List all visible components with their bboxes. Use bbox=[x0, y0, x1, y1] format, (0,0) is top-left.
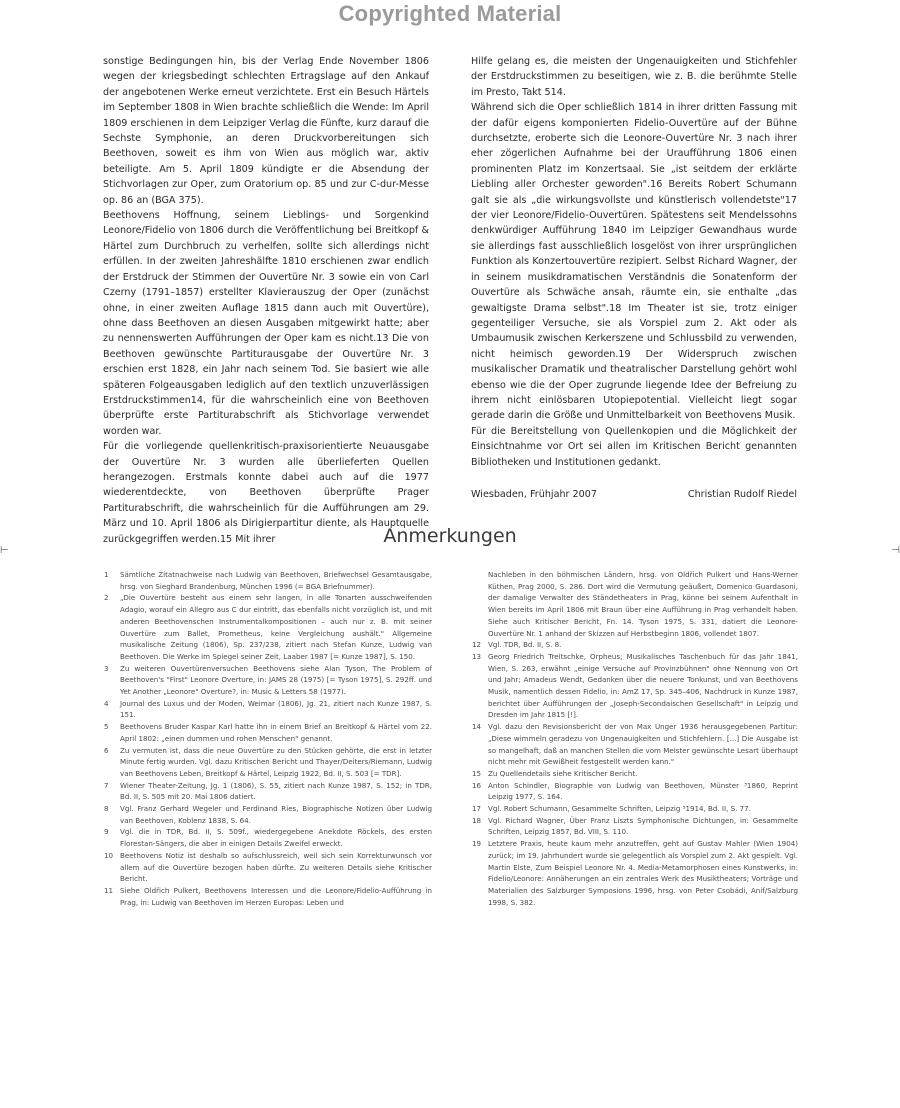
footnote bbox=[104, 721, 432, 744]
signature-line bbox=[471, 487, 797, 502]
footnote bbox=[104, 826, 432, 849]
footnote bbox=[104, 663, 432, 698]
footnote-number: 15 bbox=[472, 768, 482, 778]
crop-mark-left: ⊢ bbox=[0, 545, 9, 556]
footnotes-left-column bbox=[104, 569, 432, 908]
footnote-number: 9 bbox=[104, 827, 109, 837]
footnote-number: 1 bbox=[104, 570, 109, 579]
footnote bbox=[472, 651, 798, 721]
footnote bbox=[104, 850, 432, 885]
footnote-text: Zu Quellendetails siehe Kritischer Bericht. bbox=[488, 768, 638, 778]
footnote-number: 10 bbox=[104, 850, 114, 860]
footnote-number: 5 bbox=[104, 722, 109, 732]
footnote bbox=[472, 721, 798, 768]
paragraph: Hilfe gelang es, die meisten der Ungenauigkeiten und Stichfehler der Erstdruckstimmen zu beseitigen, wie z. B. die berühmte Stelle im Presto, Takt 514. bbox=[471, 56, 797, 98]
footnote-text: Letztere Praxis, heute kaum mehr anzutreffen, geht auf Gustav Mahler (Wien 1904) zurück; im 19. Jahrhundert wurde sie gelegentlich als Vorspiel zum 2. Akt gespielt. Vgl. Martin Elste, Zum Beispiel Leonore Nr. 4. Media-Metamorphosen eines Kunstwerks, in: Fidelio/Leonore: Annäherungen an ein zentrales Werk des Musiktheaters; Vorträge und Materialien des Salzburger Symposions 1996, hrsg. von Peter Csobádi, Anif/Salzburg 1998, S. 382. bbox=[488, 839, 798, 907]
footnote-number: 8 bbox=[104, 804, 109, 814]
copyright-watermark: Copyrighted Material bbox=[338, 1, 562, 26]
footnote-text: Vgl. dazu den Revisionsbericht der von Max Unger 1936 herausgegebenen Partitur: „Diese wimmeln geradezu von Ungenauigkeiten und Stichfehlern. [...] Die Ausgabe ist so mangelhaft, daß an manchen Stellen die vom Meister gewünschte Lesart überhaupt nicht mehr mit Gewißheit festgestellt werden kann." bbox=[488, 722, 798, 767]
paragraph: Für die vorliegende quellenkritisch-praxisorientierte Neuausgabe der Ouvertüre Nr. 3 wurden alle überlieferten Quellen herangezogen. Erstmals konnte dabei auch auf die 1977 wiederentdeckte, von Beethoven überprüfte Prager Partiturabschrift, die wahrscheinlich für die Aufführungen am 29. März und 10. April 1806 als Dirigierpartitur diente, als Hauptquelle zurückgegriffen werden.15 Mit ihrer bbox=[103, 441, 429, 545]
footnote bbox=[104, 885, 432, 908]
paragraph: Beethovens Hoffnung, seinem Lieblings- und Sorgenkind Leonore/Fidelio von 1806 durch die Veröffentlichung bei Breitkopf & Härtel zum Durchbruch zu verhelfen, sollte sich allerdings nicht erfüllen. In der zweiten Jahreshälfte 1810 erschienen zwar endlich der Erstdruck der Stimmen der Ouvertüre Nr. 3 sowie ein von Carl Czerny (1791–1857) erstellter Klavierauszug der Oper (zunächst ohne, in einer zweiten Auflage 1815 dann auch mit Ouvertüre), ohne dass Beethoven an diesen Ausgaben mitgewirkt hatte; aber zu nennenswerten Aufführungen der Oper kam es nicht.13 Die von Beethoven gewünschte Partiturausgabe der Ouvertüre Nr. 3 erschien erst 1828, ein Jahr nach seinem Tod. Sie basiert wie alle späteren Folgeausgaben lediglich auf den textlich unzuverlässigen Erstdruckstimmen14, für die wahrscheinlich eine von Beethoven überprüfte erste Partiturabschrift als Stichvorlage verwendet worden war. bbox=[103, 210, 429, 437]
footnote-text: Vgl. die in TDR, Bd. II, S. 509f., wiedergegebene Anekdote Röckels, des ersten Florestan-Sängers, die aber in einigen Details Zweifel erweckt. bbox=[120, 827, 432, 849]
footnote bbox=[472, 780, 798, 803]
footnote bbox=[104, 745, 432, 780]
paragraph: Während sich die Oper schließlich 1814 in ihrer dritten Fassung mit der dafür eigens komponierten Fidelio-Ouvertüre auf der Bühne durchsetzte, eroberte sich die Leonore-Ouvertüre Nr. 3 nach ihrer eher zögerlichen Aufnahme bei der Uraufführung 1806 einen prominenten Platz im Konzertsaal. Sie „ist seitdem der erklärte Liebling aller Orchester geworden".16 Bereits Robert Schumann galt sie als „die wirkungsvollste und künstlerisch vollendetste"17 der vier Leonore/Fidelio-Ouvertüren. Spätestens seit Mendelssohns denkwürdiger Aufführung 1840 im Leipziger Gewandhaus wurde sie allerdings fast ausschließlich losgelöst von ihrer ursprünglichen Funktion als Konzertouvertüre rezipiert. Selbst Richard Wagner, der in seinem musikdramatischen Verständnis die Sonatenform der Ouvertüre als Schwäche ansah, räumte ein, sie enthalte „das gewaltigste Drama selbst".18 Im Theater ist sie, trotz einiger gegenteiliger Versuche, sie als Vorspiel zum 2. Akt oder als Umbaumusik zwischen Kerkerszene und Schlussbild zu verwenden, nicht heimisch geworden.19 Der Widerspruch zwischen musikalischer Dramatik und theatralischer Darstellung gehört wohl ebenso wie die der Oper zugrunde liegende Idee der Befreiung zu ihrem nicht einlösbaren Utopiepotential. Vielleicht liegt sogar gerade darin die Größe und Unmittelbarkeit von Beethovens Musik. bbox=[471, 102, 797, 422]
footnote bbox=[472, 768, 798, 780]
footnote-text: Vgl. TDR, Bd. II, S. 8. bbox=[488, 640, 562, 650]
footnote-text: Zu weiteren Ouvertürenversuchen Beethovens siehe Alan Tyson, The Problem of Beethoven's "First" Leonore Overture, in: JAMS 28 (1975) [= Tyson 1975], S. 292ff. und Yet Another „Leonore" Overture?, in: Music & Letters 58 (1977). bbox=[120, 663, 432, 697]
crop-mark-right: ⊣ bbox=[891, 545, 900, 556]
footnote bbox=[472, 815, 798, 838]
footnote-number: 2 bbox=[104, 593, 109, 603]
footnote-text: Vgl. Franz Gerhard Wegeler und Ferdinand Ries, Biographische Notizen über Ludwig van Beethoven, Koblenz 1838, S. 64. bbox=[120, 804, 432, 825]
footnote bbox=[104, 592, 432, 662]
footnote-text: Beethovens Notiz ist deshalb so aufschlussreich, weil sich sein Korrekturwunsch vor allem auf die Ouvertüre bezogen haben dürfte. Zu weiteren Details siehe Kritischer Bericht. bbox=[120, 850, 432, 884]
footnote bbox=[104, 803, 432, 826]
paragraph: sonstige Bedingungen hin, bis der Verlag Ende November 1806 wegen der kriegsbedingt schlechten Ertragslage auf den Ankauf der angebotenen Werke erneut verzichtete. Erst ein Besuch Härtels im September 1808 in Wien brachte schließlich die Wende: Im April 1809 erschienen in dem Leipziger Verlag die Fünfte, kurz darauf die Sechste Symphonie, an deren Druckvorbereitungen sich Beethoven, soweit es ihm von Wien aus möglich war, aktiv beteiligte. Am 5. April 1809 kündigte er die Absendung der Stichvorlagen zur Oper, zum Oratorium op. 85 und zur C-dur-Messe op. 86 an (BGA 375). bbox=[103, 56, 429, 206]
footnote-text: „Die Ouvertüre besteht aus einem sehr langen, in alle Tonarten ausschweifenden Adagio, worauf ein Allegro aus C dur eintritt, das ebenfalls nicht vorzüglich ist, und mit anderen Beethovenschen Instrumentalkompositionen – auch nur z. B. mit seiner Ouvertüre zum Ballet, Prometheus, keine Vergleichung aushält." Allgemeine musikalische Zeitung (1806), Sp. 237/238, zitiert nach Stefan Kunze, Ludwig van Beethoven. Die Werke im Spiegel seiner Zeit, Laaber 1987 [= Kunze 1987], S. 150. bbox=[120, 593, 432, 661]
footnote-number: 12 bbox=[472, 640, 482, 650]
footnote-number: 7 bbox=[104, 780, 109, 790]
footnote-number: 18 bbox=[472, 815, 482, 825]
footnote-text: Zu vermuten ist, dass die neue Ouvertüre zu den Stücken gehörte, die erst in letzter Minute fertig wurden. Vgl. dazu Kritischen Bericht und Thayer/Deiters/Riemann, Ludwig van Beethovens Leben, Breitkopf & Härtel, Leipzig 1922, Bd. II, S. 503 [= TDR]. bbox=[120, 745, 432, 778]
main-text-right-column bbox=[471, 54, 797, 502]
footnote-text: Beethovens Bruder Kaspar Karl hatte ihn in einem Brief an Breitkopf & Härtel vom 22. April 1802: „einen dummen und rohen Menschen" genannt. bbox=[120, 722, 432, 743]
footnote bbox=[472, 838, 798, 908]
footnote-text: Sämtliche Zitatnachweise nach Ludwig van Beethoven, Briefwechsel Gesamtausgabe, hrsg. von Sieghard Brandenburg, München 1996 (= BGA Briefnummer). bbox=[120, 570, 432, 591]
footnote-number: 17 bbox=[472, 804, 482, 814]
footnote-number: 4 bbox=[104, 698, 109, 708]
footnote-number: 13 bbox=[472, 651, 482, 661]
footnote-number: 14 bbox=[472, 722, 482, 732]
footnote-text: Anton Schindler, Biographie von Ludwig van Beethoven, Münster ³1860, Reprint Leipzig 1977, S. 164. bbox=[488, 780, 798, 802]
footnote-number: 19 bbox=[472, 839, 482, 849]
footnotes-right-column bbox=[472, 569, 798, 908]
footnote-text: Wiener Theater-Zeitung, Jg. 1 (1806), S. 55, zitiert nach Kunze 1987, S. 152; in TDR, Bd. II, S. 505 mit 20. Mai 1806 datiert. bbox=[120, 780, 432, 802]
footnote bbox=[472, 639, 798, 651]
section-title: Anmerkungen bbox=[383, 525, 517, 547]
footnote-text: Nachleben in den böhmischen Ländern, hrsg. von Oldřich Pulkert und Hans-Werner Küthen, Prag 2000, S. 286. Dort wird die Vermutung geäußert, Domenico Guardasoni, der damalige Verwalter des Ständetheaters in Prag, könne bei seinem Aufenthalt in Wien bereits im April 1806 mit Braun über eine Aufführung in Prag verhandelt haben. Siehe auch Kritischer Bericht, Fn. 14. Tyson 1975, S. 331, datiert die Leonore-Ouvertüre Nr. 1 anhand der Skizzen auf Herbstbeginn 1806, vollendet 1807. bbox=[488, 570, 798, 638]
footnote-text: Siehe Oldřich Pulkert, Beethovens Interessen und die Leonore/Fidelio-Aufführung in Prag, in: Ludwig van Beethoven im Herzen Europas: Leben und bbox=[120, 885, 432, 907]
footnote bbox=[104, 569, 432, 592]
footnote-text: Vgl. Robert Schumann, Gesammelte Schriften, Leipzig ⁵1914, Bd. II, S. 77. bbox=[488, 804, 751, 814]
footnote bbox=[104, 698, 432, 721]
author-name: Christian Rudolf Riedel bbox=[687, 488, 797, 500]
footnote bbox=[472, 569, 798, 639]
footnote-number: 3 bbox=[104, 663, 109, 673]
main-text-left-column bbox=[103, 54, 429, 547]
footnote-number: 6 bbox=[104, 745, 109, 755]
footnote bbox=[472, 803, 798, 815]
place-date: Wiesbaden, Frühjahr 2007 bbox=[471, 488, 597, 500]
footnote bbox=[104, 780, 432, 803]
footnote-text: Vgl. Richard Wagner, Über Franz Liszts Symphonische Dichtungen, in: Gesammelte Schriften, Leipzig 1857, Bd. VIII, S. 110. bbox=[488, 815, 798, 837]
footnote-number: 11 bbox=[104, 885, 114, 895]
footnote-number: 16 bbox=[472, 780, 482, 790]
footnote-text: Journal des Luxus und der Moden, Weimar (1806), Jg. 21, zitiert nach Kunze 1987, S. 151. bbox=[120, 698, 432, 720]
footnote-text: Georg Friedrich Treitschke, Orpheus; Musikalisches Taschenbuch für das Jahr 1841, Wien, S. 263, erwähnt „einige Versuche auf Provinzbühnen" ohne Nennung von Ort und Jahr; Amadeus Wendt, Gedanken über die neuere Tonkunst, und van Beethovens Musik, namentlich dessen Fidelio, in: AmZ 17, Sp. 345–406, Nachdruck in Kunze 1987, berichtet über Aufführungen der „Joseph-Secondaischen Gesellschaft" in Leipzig und Dresden im Jahr 1815 [!]. bbox=[488, 651, 798, 720]
paragraph: Für die Bereitstellung von Quellenkopien und die Möglichkeit der Einsichtnahme vor Ort sei allen im Kritischen Bericht genannten Bibliotheken und Institutionen gedankt. bbox=[471, 425, 797, 468]
